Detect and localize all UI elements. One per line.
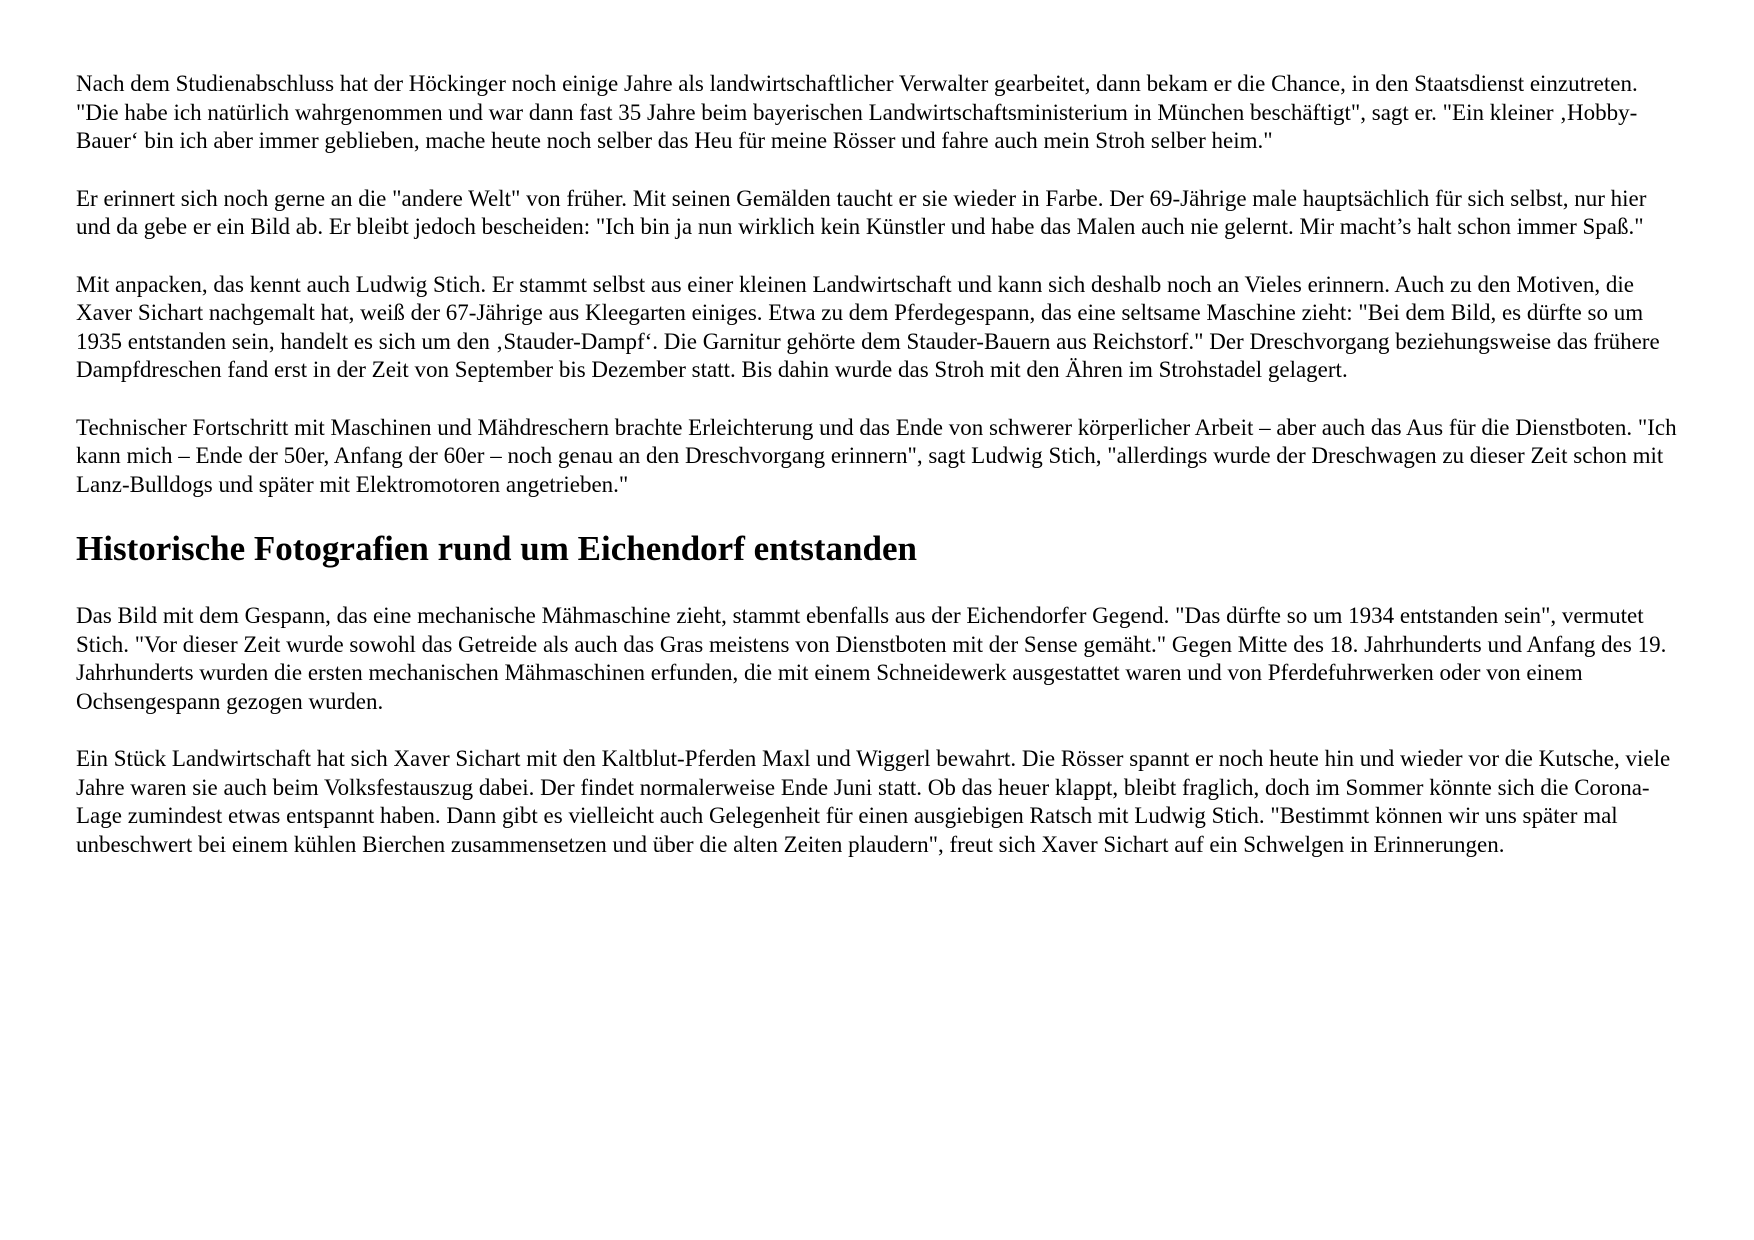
paragraph-andere-welt: Er erinnert sich noch gerne an die "andere Welt" von früher. Mit seinen Gemälden taucht er sie wieder in Farbe. Der 69-Jährige male hauptsächlich für sich selbst, nur hier und da gebe er ein Bild ab. Er bleibt jedoch bescheiden: "Ich bin ja nun wirklich kein Künstler und habe das Malen auch nie gelernt. Mir macht’s halt schon immer Spaß." — [76, 185, 1647, 239]
section-heading: Historische Fotografien rund um Eichendorf entstanden — [76, 529, 917, 568]
paragraph-kaltblut-pferde: Ein Stück Landwirtschaft hat sich Xaver Sichart mit den Kaltblut-Pferden Maxl und Wiggerl bewahrt. Die Rösser spannt er noch heute hin und wieder vor die Kutsche, viele Jahre waren sie auch beim Volksfestauszug dabei. Der findet normalerweise Ende Juni statt. Ob das heuer klappt, bleibt fraglich, doch im Sommer könnte sich die Corona-Lage zumindest etwas entspannt haben. Dann gibt es vielleicht auch Gelegenheit für einen ausgiebigen Ratsch mit Ludwig Stich. "Bestimmt können wir uns später mal unbeschwert bei einem kühlen Bierchen zusammensetzen und über die alten Zeiten plaudern", freut sich Xaver Sichart auf ein Schwelgen in Erinnerungen. — [76, 746, 1671, 857]
paragraph-studienabschluss: Nach dem Studienabschluss hat der Höckinger noch einige Jahre als landwirtschaftlicher Verwalter gearbeitet, dann bekam er die Chance, in den Staatsdienst einzutreten. "Die habe ich natürlich wahrgenommen und war dann fast 35 Jahre beim bayerischen Landwirtschaftsministerium in München beschäftigt", sagt er. "Ein kleiner ‚Hobby-Bauer‘ bin ich aber immer geblieben, mache heute noch selber das Heu für meine Rösser und fahre auch mein Stroh selber heim." — [76, 71, 1638, 153]
paragraph-gespann-maehmaschine: Das Bild mit dem Gespann, das eine mechanische Mähmaschine zieht, stammt ebenfalls aus der Eichendorfer Gegend. "Das dürfte so um 1934 entstanden sein", vermutet Stich. "Vor dieser Zeit wurde sowohl das Getreide als auch das Gras meistens von Dienstboten mit der Sense gemäht." Gegen Mitte des 18. Jahrhunderts und Anfang des 19. Jahrhunderts wurden die ersten mechanischen Mähmaschinen erfunden, die mit einem Schneidewerk ausgestattet waren und von Pferdefuhrwerken oder von einem Ochsengespann gezogen wurden. — [76, 603, 1667, 714]
paragraph-technischer-fortschritt: Technischer Fortschritt mit Maschinen und Mähdreschern brachte Erleichterung und das Ende von schwerer körperlicher Arbeit – aber auch das Aus für die Dienstboten. "Ich kann mich – Ende der 50er, Anfang der 60er – noch genau an den Dreschvorgang erinnern", sagt Ludwig Stich, "allerdings wurde der Dreschwagen zu dieser Zeit schon mit Lanz-Bulldogs und später mit Elektromotoren angetrieben." — [76, 414, 1677, 497]
document-page — [76, 70, 1686, 888]
paragraph-ludwig-stich: Mit anpacken, das kennt auch Ludwig Stich. Er stammt selbst aus einer kleinen Landwirtschaft und kann sich deshalb noch an Vieles erinnern. Auch zu den Motiven, die Xaver Sichart nachgemalt hat, weiß der 67-Jährige aus Kleegarten einiges. Etwa zu dem Pferdegespann, das eine seltsame Maschine zieht: "Bei dem Bild, es dürfte so um 1935 entstanden sein, handelt es sich um den ‚Stauder-Dampf‘. Die Garnitur gehörte dem Stauder-Bauern aus Reichstorf." Der Dreschvorgang beziehungsweise das frühere Dampfdreschen fand erst in der Zeit von September bis Dezember statt. Bis dahin wurde das Stroh mit den Ähren im Strohstadel gelagert. — [76, 271, 1660, 382]
